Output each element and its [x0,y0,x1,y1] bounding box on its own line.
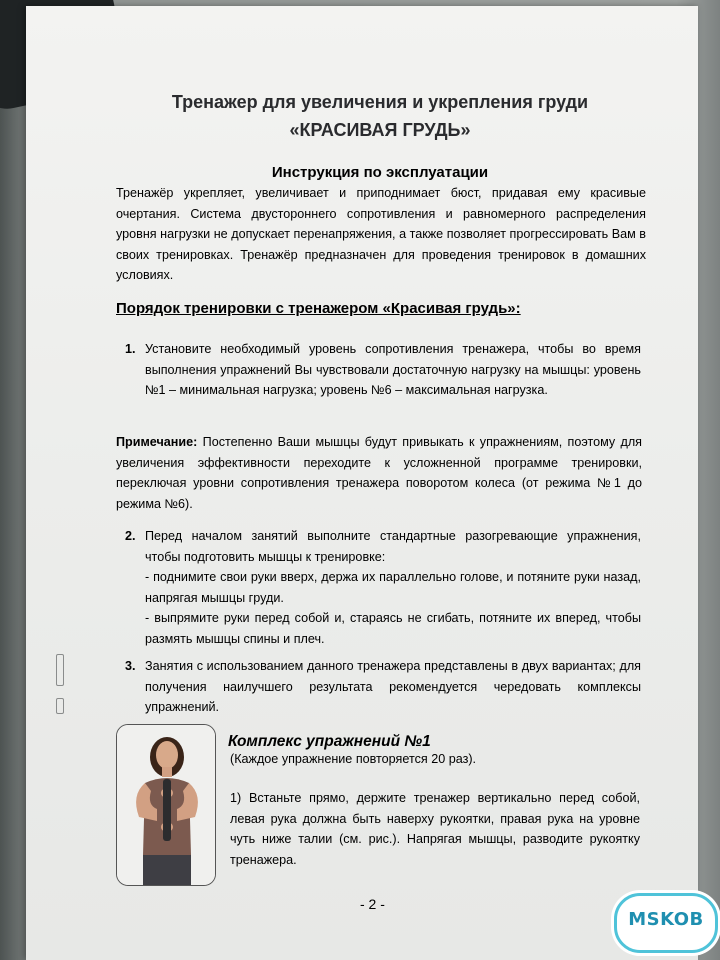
section-heading: Порядок тренировки с тренажером «Красивая грудь»: [116,300,521,317]
step-text: Занятия с использованием данного тренажера представлены в двух вариантах; для получения наилучшего результата рекомендуется чередовать комплексы упражнений. [145,659,641,714]
step-number: 2. [125,529,136,543]
step-1 [125,339,641,401]
step-bullet: - поднимите свои руки вверх, держа их параллельно голове, и потяните руки назад, напрягая мышцы груди. [145,570,641,605]
step-text: Перед началом занятий выполните стандартные разогревающие упражнения, чтобы подготовить мышцы к тренировке: [145,529,641,564]
watermark-text: MSKOB [628,909,704,930]
note-paragraph [116,432,642,514]
step-text: Установите необходимый уровень сопротивления тренажера, чтобы во время выполнения упражнений Вы чувствовали достаточную нагрузку на мышцы: уровень №1 – минимальная нагрузка; уровень №6 – максимальная нагрузка. [145,342,641,397]
step-number: 1. [125,342,136,356]
exercise-1-text: 1) Встаньте прямо, держите тренажер вертикально перед собой, левая рука должна быть наверху рукоятки, правая рука на уровне чуть ниже талии (см. рис.). Напрягая мышцы, разводите рукоятку тренажера. [230,791,640,867]
watermark-logo [614,893,718,953]
note-label: Примечание: [116,435,198,449]
step-2 [125,526,641,649]
complex-subtitle: (Каждое упражнение повторяется 20 раз). [230,752,477,766]
staple [56,654,64,686]
document-title: Тренажер для увеличения и укрепления груди [171,92,589,112]
step-bullet: - выпрямите руки перед собой и, стараясь не сгибать, потяните их вперед, чтобы размять мышцы спины и плеч. [145,611,641,646]
note-text: Постепенно Ваши мышцы будут привыкать к упражнениям, поэтому для увеличения эффективности переходите к усложненной программе тренировки, переключая уровни сопротивления тренажера поворотом колеса (от режима №1 до режима №6). [116,435,642,511]
page-number: - 2 - [360,896,385,912]
document-subtitle: Инструкция по эксплуатации [271,164,489,181]
step-3 [125,656,641,718]
exercise-photo [116,724,216,886]
step-number: 3. [125,659,136,673]
staple [56,698,64,714]
intro-paragraph: Тренажёр укрепляет, увеличивает и приподнимает бюст, придавая ему красивые очертания. Система двустороннего сопротивления и равномерного распределения уровня нагрузки не допускает перенапряжения, а также позволяет прогрессировать Вам в своих тренировках. Тренажёр предназначен для проведения тренировок в домашних условиях. [116,186,646,282]
woman-with-trainer-illustration [117,725,215,885]
complex-title: Комплекс упражнений №1 [228,733,431,750]
document-title-product: «КРАСИВАЯ ГРУДЬ» [289,120,471,140]
